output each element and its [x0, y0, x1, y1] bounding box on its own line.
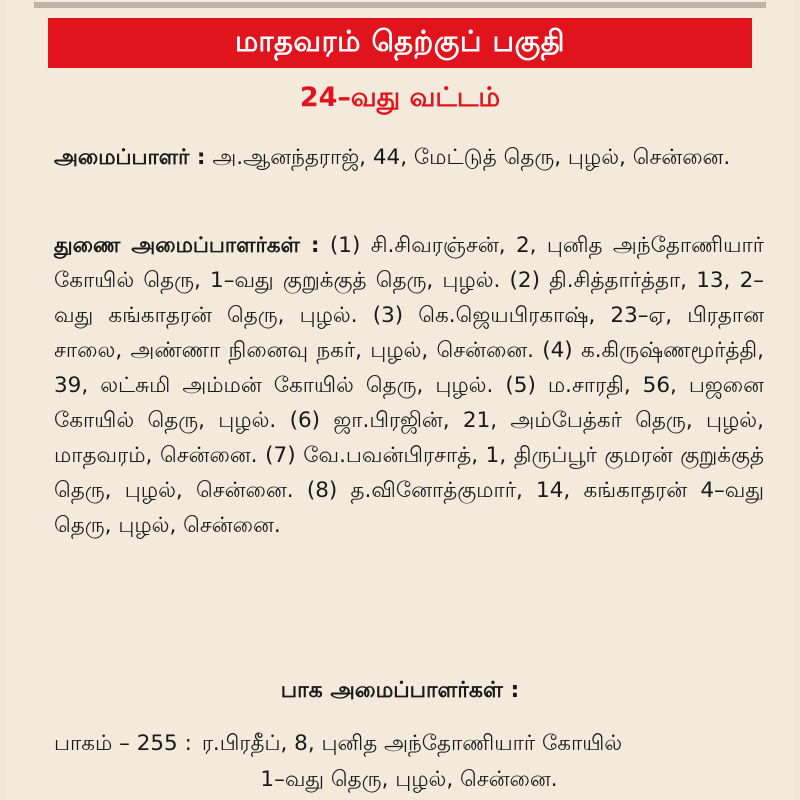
organizer-label: அமைப்பாளர் :: [54, 145, 206, 170]
booth-number: பாகம் – 255 :: [54, 731, 192, 756]
booth-heading: பாக அமைப்பாளர்கள் :: [280, 678, 520, 703]
deputies-paragraph: [54, 228, 764, 543]
deputies-text: (1) சி.சிவரஞ்சன், 2, புனித அந்தோணியார் கோயில் தெரு, 1–வது குறுக்குத் தெரு, புழல். (2) தி.சித்தார்த்தா, 13, 2–வது கங்காதரன் தெரு, புழல். (3) கெ.ஜெயபிரகாஷ், 23–ஏ, பிரதான சாலை, அண்ணா நினைவு நகர், புழல், சென்னை. (4) க.கிருஷ்ணமூர்த்தி, 39, லட்சுமி அம்மன் கோயில் தெரு, புழல். (5) ம.சாரதி, 56, பஜனை கோயில் தெரு, புழல். (6) ஜா.பிரஜின், 21, அம்பேத்கர் தெரு, புழல், மாதவரம், சென்னை. (7) வே.பவன்பிரசாத், 1, திருப்பூர் குமரன் குறுக்குத் தெரு, புழல், சென்னை. (8) த.வினோத்குமார், 14, கங்காதரன் 4–வது தெரு, புழல், சென்னை.: [54, 233, 764, 538]
top-divider: [34, 2, 766, 8]
booth-line-1: ர.பிரதீப், 8, புனித அந்தோணியார் கோயில்: [201, 731, 623, 756]
organizer-text: அ.ஆனந்தராஜ், 44, மேட்டுத் தெரு, புழல், சென்னை.: [212, 145, 731, 170]
banner-title: மாதவரம் தெற்குப் பகுதி: [235, 24, 565, 58]
organizer-paragraph: [54, 140, 764, 175]
booth-line-2: 1–வது தெரு, புழல், சென்னை.: [260, 767, 558, 792]
deputies-label: துணை அமைப்பாளர்கள் :: [54, 233, 320, 258]
ward-heading: 24–வது வட்டம்: [299, 82, 501, 113]
booth-entry: [54, 726, 764, 798]
section-banner: [48, 18, 752, 68]
